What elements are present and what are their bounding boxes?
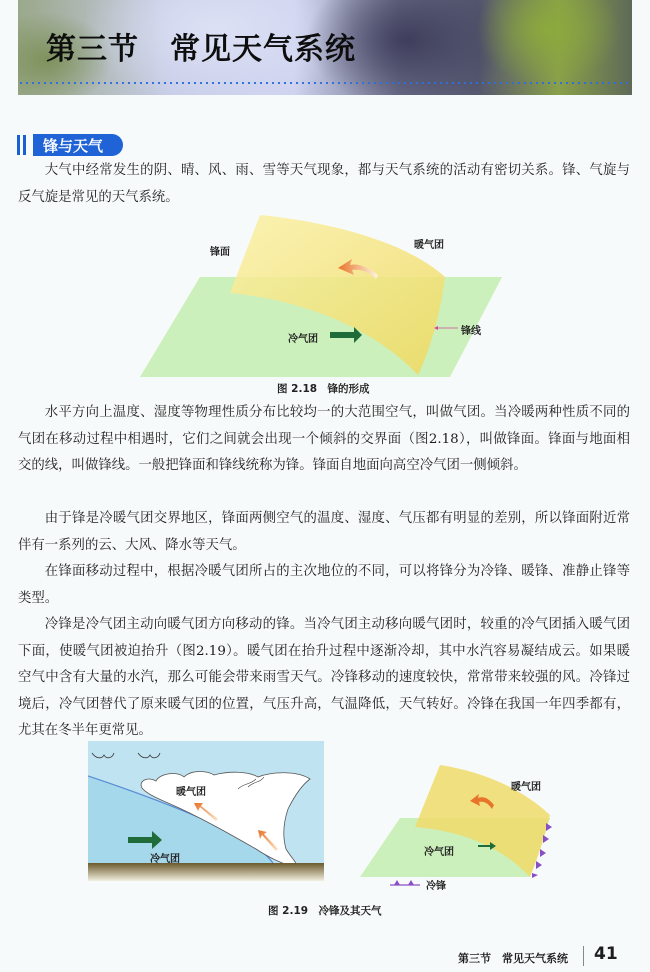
section-heading xyxy=(17,134,123,156)
paragraph-front-types: 在锋面移动过程中，根据冷暖气团所占的主次地位的不同，可以将锋分为冷锋、暖锋、准静止锋等类型。 xyxy=(18,564,630,606)
page-number: 41 xyxy=(594,944,618,964)
label-cold-air-mass-right: 冷气团 xyxy=(424,847,454,858)
label-cold-air-mass: 冷气团 xyxy=(288,334,318,345)
label-front-line: 锋线 xyxy=(461,326,481,337)
label-cold-air-mass-left: 冷气团 xyxy=(150,854,180,865)
label-warm-air-mass-left: 暖气团 xyxy=(176,787,206,798)
label-warm-air-mass: 暖气团 xyxy=(414,240,444,251)
figure-2-18-front-formation xyxy=(140,215,520,385)
chapter-title: 第三节 常见天气系统 xyxy=(46,32,356,67)
paragraph-intro: 大气中经常发生的阴、晴、风、雨、雪等天气现象，都与天气系统的活动有密切关系。锋、气旋与反气旋是常见的天气系统。 xyxy=(18,163,630,205)
footer-running-title: 第三节 常见天气系统 xyxy=(458,952,568,965)
heading-bar-icon xyxy=(23,135,26,155)
heading-bar-icon xyxy=(17,135,20,155)
label-front-surface: 锋面 xyxy=(210,247,230,258)
paragraph-front-weather: 由于锋是冷暖气团交界地区，锋面两侧空气的温度、湿度、气压都有明显的差别，所以锋面附近常伴有一系列的云、大风、降水等天气。 xyxy=(18,511,630,553)
legend-cold-front-label: 冷锋 xyxy=(426,881,446,892)
chapter-banner xyxy=(18,0,632,95)
paragraph-cold-front: 冷锋是冷气团主动向暖气团方向移动的锋。当冷气团主动移向暖气团时，较重的冷气团插入暖气团下面，使暖气团被迫抬升（图2.19）。暖气团在抬升过程中逐渐冷却，其中水汽容易凝结成云。如果暖空气中含有大量的水汽，那么可能会带来雨雪天气。冷锋移动的速度较快，常常带来较强的风。冷锋过境后，冷气团替代了原来暖气团的位置，气压升高，气温降低，天气转好。冷锋在我国一年四季都有，尤其在冬半年更常见。 xyxy=(18,617,630,738)
paragraph-air-mass: 水平方向上温度、湿度等物理性质分布比较均一的大范围空气，叫做气团。当冷暖两种性质不同的气团在移动过程中相遇时，它们之间就会出现一个倾斜的交界面（图2.18），叫做锋面。锋面与地面相交的线，叫做锋线。一般把锋面和锋线统称为锋。锋面自地面向高空冷气团一侧倾斜。 xyxy=(18,405,630,473)
banner-dotted-line xyxy=(18,82,632,84)
figure-2-19-cold-front-cross-section xyxy=(88,741,324,881)
footer-divider xyxy=(583,946,584,966)
label-warm-air-mass-right: 暖气团 xyxy=(511,782,541,793)
figure-2-18-caption: 图 2.18 锋的形成 xyxy=(277,383,370,395)
cold-front-legend-icon xyxy=(390,878,420,886)
figure-2-19-caption: 图 2.19 冷锋及其天气 xyxy=(268,905,382,917)
section-title: 锋与天气 xyxy=(33,134,123,156)
